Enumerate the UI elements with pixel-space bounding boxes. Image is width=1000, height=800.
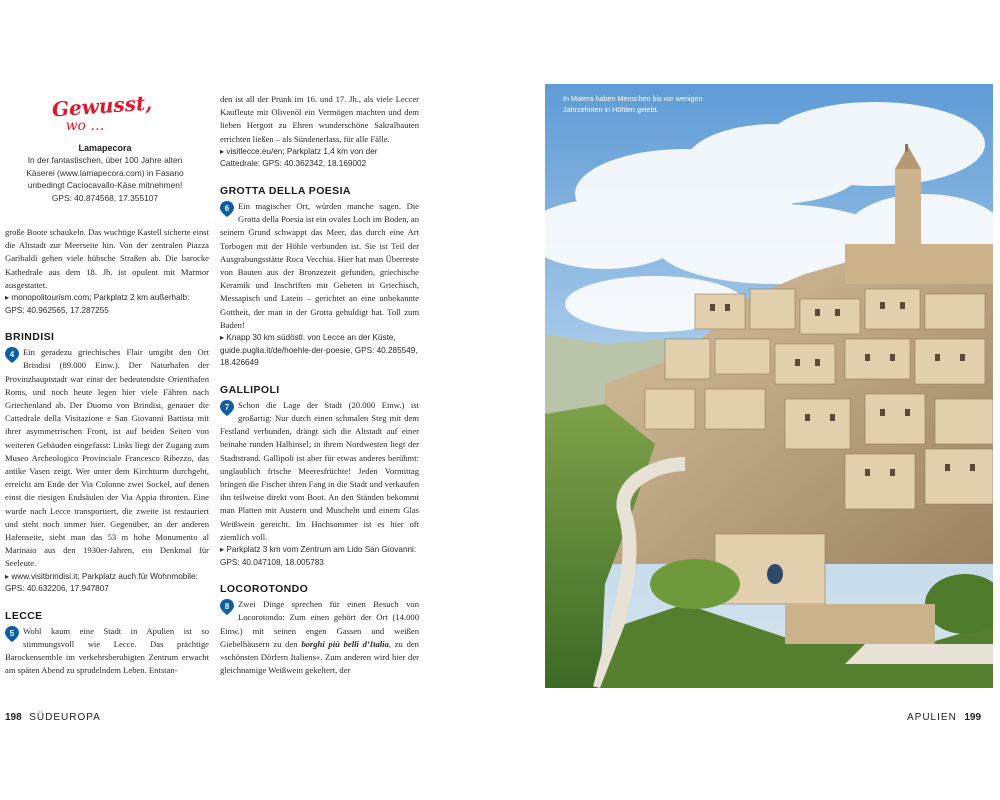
- locorotondo-text-a: Zwei Dinge sprechen für einen Besuch von Locorotondo: Zum einen gehört der Ort (14.000 Einw.) mit seinen engen Gassen und weißen Giebelhäusern zu den: [220, 599, 419, 649]
- section-heading-brindisi: BRINDISI: [5, 331, 55, 344]
- footer-left: [5, 712, 101, 723]
- section-name-right: APULIEN: [907, 712, 957, 723]
- lecce-text: Wohl kaum eine Stadt in Apulien ist so stimmungsvoll wie Lecce. Das prächtige Barockensemble im verkehrsberuhigten Zentrum erwacht am späten Abend zu sprudelndem Leben. Entstan-: [5, 625, 209, 676]
- page-number-right: 199: [964, 712, 982, 723]
- gallipoli-text: Schon die Lage der Stadt (20.000 Einw.) ist großartig: Nur durch einen schmalen Steg mit dem Festland verbunden, drängt sich die Altstadt auf einer beinahe runden Halbinsel; in ihrem Nordwesten liegt der Stadtstrand. Gallipoli ist aber für etwas anderes berühmt: unglaublich frische Meeresfrüchte! Jeden Vormittag bringen die Fischer ihren Fang in die Stadt und verkaufen ihn teilweise direkt vom Boot. An den Ständen bekommt man Platten mit Austern und Muscheln und einem Glas Weißwein gereicht. Im Hochsommer ist es hier oft ziemlich voll.: [220, 399, 419, 542]
- pin-number: 6: [224, 204, 230, 213]
- gallipoli-paragraph: [220, 399, 419, 544]
- map-pin-icon: [220, 599, 234, 615]
- locorotondo-text-em: borghi più belli d’Italia: [301, 638, 389, 649]
- pin-number: 5: [9, 628, 15, 638]
- grotta-info: ▸ Knapp 30 km südöstl. von Lecce an der Küste, guide.puglia.it/de/hoehle-der-poesie, GPS: 40.285549, 18.426649: [220, 333, 418, 368]
- section-heading-grotta: GROTTA DELLA POESIA: [220, 185, 351, 197]
- info-box-text: In der fantastischen, über 100 Jahre alten Käserei (www.lamapecora.com) in Fasano unbedingt Caciocavallo-Käse mitnehmen! GPS: 40.874568, 17.355107: [26, 155, 184, 203]
- gallipoli-info: ▸ Parkplatz 3 km vom Zentrum am Lido San Giovanni: GPS: 40.047108, 18.005783: [220, 545, 417, 567]
- info-box-heading-2: wo …: [65, 118, 105, 134]
- lecce-info: ▸ visitlecce.eu/en; Parkplatz 1,4 km von der Cattedrale: GPS: 40.362342, 18.169002: [220, 146, 378, 169]
- map-pin-icon: [5, 347, 19, 363]
- page-number-left: 198: [5, 712, 22, 723]
- intro-paragraph: große Boote schaukeln. Das wuchtige Kastell sicherte einst die Altstadt zur Meerseite hin. Von der zentralen Piazza Garibaldi gehen viele hübsche Straßen ab. Die barocke Kathedrale aus dem 18. Jh. ist opulent mit Marmor ausgestattet.: [5, 227, 209, 290]
- pin-number: 4: [9, 350, 15, 360]
- locorotondo-text-b: , zu den »schönsten Dörfern Italiens«. Zum anderen wird hier der gleichnamige Weißwein gekeltert, der: [220, 638, 419, 676]
- left-text-column: [5, 226, 209, 678]
- brindisi-paragraph: [5, 346, 209, 570]
- info-box: [20, 90, 190, 204]
- footer-right: [907, 712, 981, 723]
- matera-photo: [545, 84, 993, 688]
- photo-caption: In Matera haben Menschen bis vor wenigen Jahrzehnten in Höhlen gelebt.: [563, 94, 703, 114]
- info-box-title: Lamapecora: [78, 143, 132, 153]
- right-text-column: [220, 93, 419, 677]
- brindisi-info: ▸ www.visitbrindisi.it; Parkplatz auch für Wohnmobile: GPS: 40.632206, 17.947807: [5, 571, 198, 594]
- intro-info: ▸ monopolitourism.com; Parkplatz 2 km außerhalb: GPS: 40.962565, 17.287255: [5, 293, 190, 315]
- lecce-continued: den ist all der Prunk im 16. und 17. Jh., als viele Leccer Kaufleute mit Olivenöl ein Vermögen machten und dem lieben Hergott zu Ehren wunderschöne Sakralbauten errichten ließen – als Sündenerlass, für alle Fälle.: [220, 94, 419, 144]
- map-pin-icon: [220, 400, 234, 416]
- section-heading-gallipoli: GALLIPOLI: [220, 383, 280, 396]
- grotta-text: Ein magischer Ort, würden manche sagen. Die Grotta della Poesia ist ein ovales Loch im Boden, an seinem Grund schwappt das Meer, das durch eine Art Torbogen mit der Höhle verbunden ist. Sie ist Teil der Ausgrabungsstätte Roca Vecchia. Hier hat man Überreste von Bauten aus der Bronzezeit gefunden, griechische Keramik und Inschriften mit Gebeten in Griechisch, Messapisch und Latein – gerichtet an eine unbekannte Gottheit, der man in der Grotta gehuldigt hat. Toll zum Baden!: [220, 201, 419, 330]
- map-pin-icon: [5, 626, 19, 642]
- locorotondo-paragraph: [220, 598, 419, 677]
- info-box-heading: Gewusst,: [51, 90, 153, 122]
- map-pin-icon: [220, 201, 234, 217]
- section-name-left: SÜDEUROPA: [29, 712, 101, 723]
- pin-number: 8: [224, 602, 230, 612]
- lecce-paragraph: [5, 625, 209, 678]
- brindisi-text: Ein geradezu griechisches Flair umgibt den Ort Brindisi (89.000 Einw.). Der Naturhafen der Provinzhauptstadt war einst der bedeutendste Orienthafen Roms, und noch heute legen hier viele Fähren nach Griechenland ab. Der Duomo von Brindisi, genauer die Cattedrale della Visitazione e San Giovanni Battista mit ihrer asymmetrischen Front, ist auf beiden Seiten von weiteren Gebäuden eingefasst: Links liegt der Zugang zum Museo Archeologico Provinciale Francesco Ribezzo, das antike Vasen zeigt. Wer unter dem Kirchturm durchgeht, erreicht am Ende der Via Colonne zwei Sockel, auf denen einst die riesigen Endsäulen der Via Appia thronten. Eine wurde nach Lecce transportiert, die zweite ist restauriert und steht noch immer hier. Gegenüber, an der anderen Hafenseite, sieht man das 53 m hohe Monumento al Marinaio aus den 1930er-Jahren, ein Denkmal für Seeleute.: [5, 347, 209, 569]
- section-heading-lecce: LECCE: [5, 609, 43, 622]
- section-heading-locorotondo: LOCOROTONDO: [220, 583, 309, 596]
- grotta-paragraph: [220, 200, 419, 332]
- pin-number: 7: [224, 402, 230, 412]
